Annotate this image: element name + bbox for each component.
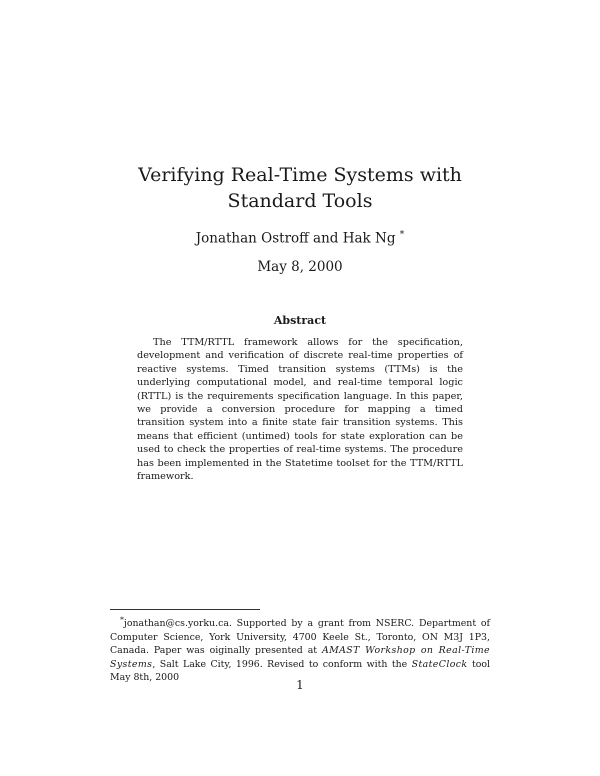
abstract-body: The TTM/RTTL framework allows for the specification, development and verification of discrete real-time properties of reactive systems. Timed transition systems (TTMs) is the underlying computational model, and real-time temporal logic (RTTL) is the requirements specification language. In this paper, we provide a conversion procedure for mapping a timed transition system into a finite state fair transition systems. This means that efficient (untimed) tools for state exploration can be used to check the properties of real-time systems. The procedure has been implemented in the Statetime toolset for the TTM/RTTL framework. [137,337,463,483]
footnote-rule [110,609,260,610]
footnote-text-1: jonathan@cs.yorku.ca. Supported by a grant from NSERC. Department of Computer Science, York University, 4700 Keele St., Toronto, ON M3J 1P3, Canada. Paper was oiginally presented at [110,618,490,657]
paper-authors [100,230,500,247]
author-footnote-marker: * [399,230,405,240]
paper-date: May 8, 2000 [257,259,343,275]
page-number: 1 [296,678,304,692]
abstract-heading: Abstract [273,314,327,327]
footnote-tool-name: StateClock [411,658,468,670]
footnote-workshop-name: AMAST Workshop on Real-Time Systems [110,645,490,670]
paper-title: Verifying Real-Time Systems with Standard Tools [138,164,462,212]
footnote-text-3: tool May 8th, 2000 [110,658,490,684]
footnote [110,613,490,685]
footnote-marker: * [120,615,124,624]
author-names: Jonathan Ostroff and Hak Ng [195,230,396,247]
footnote-text-2: , Salt Lake City, 1996. Revised to conform with the [152,658,412,670]
